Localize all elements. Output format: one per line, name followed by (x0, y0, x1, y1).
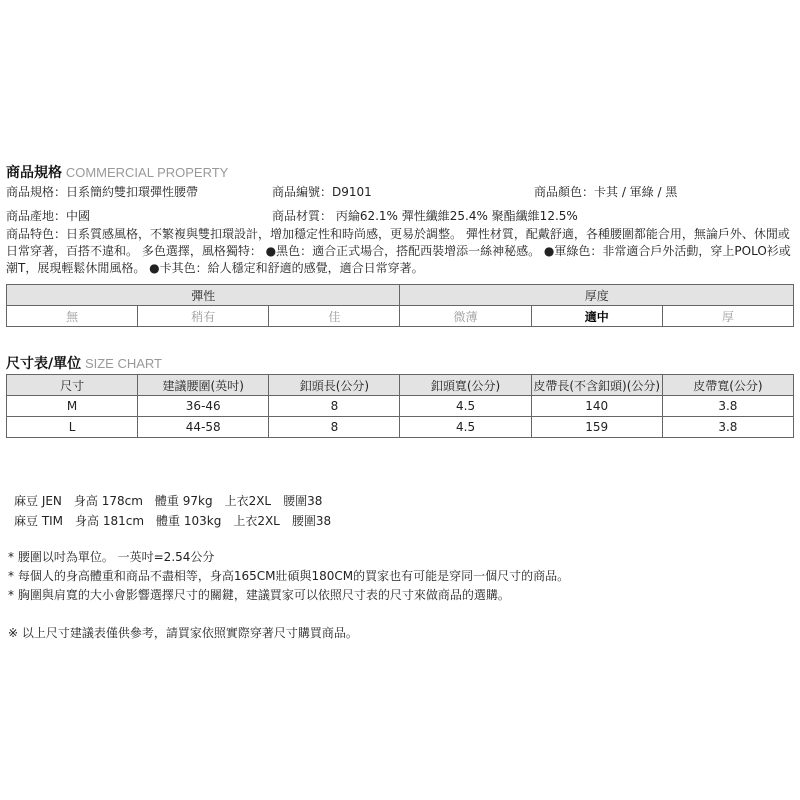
elasticity-slight: 稍有 (138, 306, 269, 327)
product-features: 商品特色：日系質感風格，不繁複與雙扣環設計，增加穩定性和時尚感，更易於調整。 彈性材質，配戴舒適，各種腰圍都能合用，無論戶外、休閒或日常穿著，百搭不違和。 多色選擇，風格獨特： ●黑色：適合正式場合，搭配西裝增添一絲神秘感。 ●軍綠色：非常適合戶外活動，穿上POLO衫或潮T，展現輕鬆休閒風格。 ●卡其色：給人穩定和舒適的感覺，適合日常穿著。 (6, 227, 791, 275)
table-row (7, 417, 794, 438)
product-material: 商品材質： 丙綸62.1% 彈性纖維25.4% 聚酯纖維12.5% (272, 209, 578, 223)
spec-title-zh: 商品規格 (6, 165, 62, 181)
size-header-cell: 釦頭寬(公分) (400, 375, 531, 396)
thickness-thick: 厚 (662, 306, 793, 327)
size-cell: 36-46 (138, 396, 269, 417)
model-jen: 麻豆 JEN 身高 178cm 體重 97kg 上衣2XL 腰圍38 (14, 494, 323, 508)
size-title-en: SIZE CHART (84, 356, 163, 371)
size-cell: 8 (269, 396, 400, 417)
size-cell: 4.5 (400, 417, 531, 438)
elasticity-none: 無 (7, 306, 138, 327)
size-header-cell: 釦頭長(公分) (269, 375, 400, 396)
note-chest-shoulder: * 胸圍與肩寬的大小會影響選擇尺寸的關鍵，建議買家可以依照尺寸表的尺寸來做商品的選購。 (8, 588, 510, 602)
size-section-title (6, 353, 162, 373)
thickness-thin: 微薄 (400, 306, 531, 327)
size-cell: 8 (269, 417, 400, 438)
property-table (6, 284, 794, 327)
elasticity-good: 佳 (269, 306, 400, 327)
size-header-cell: 建議腰圍(英吋) (138, 375, 269, 396)
note-body-size: * 每個人的身高體重和商品不盡相等，身高165CM壯碩與180CM的買家也有可能是穿同一個尺寸的商品。 (8, 569, 570, 583)
size-table-header (7, 375, 794, 396)
size-cell: 3.8 (662, 396, 793, 417)
size-cell: 4.5 (400, 396, 531, 417)
thickness-medium: 適中 (531, 306, 662, 327)
header-elasticity: 彈性 (7, 285, 400, 306)
size-cell: M (7, 396, 138, 417)
product-origin: 商品產地：中國 (6, 209, 91, 223)
table-row (7, 396, 794, 417)
header-thickness: 厚度 (400, 285, 794, 306)
size-header-cell: 皮帶長(不含釦頭)(公分) (531, 375, 662, 396)
spec-title-en: COMMERCIAL PROPERTY (65, 165, 229, 180)
product-name: 商品規格：日系簡約雙扣環彈性腰帶 (6, 185, 199, 199)
note-waist-unit: * 腰圍以吋為單位。 一英吋=2.54公分 (8, 550, 215, 564)
model-tim: 麻豆 TIM 身高 181cm 體重 103kg 上衣2XL 腰圍38 (14, 514, 332, 528)
size-header-cell: 尺寸 (7, 375, 138, 396)
spec-section-title (6, 162, 228, 182)
disclaimer: ※ 以上尺寸建議表僅供參考，請買家依照實際穿著尺寸購買商品。 (8, 626, 358, 640)
size-cell: 159 (531, 417, 662, 438)
size-cell: L (7, 417, 138, 438)
product-code: 商品編號：D9101 (272, 185, 372, 199)
size-cell: 3.8 (662, 417, 793, 438)
size-cell: 140 (531, 396, 662, 417)
size-header-cell: 皮帶寬(公分) (662, 375, 793, 396)
size-cell: 44-58 (138, 417, 269, 438)
size-title-zh: 尺寸表/單位 (6, 356, 82, 372)
size-table (6, 374, 794, 438)
product-color: 商品顏色：卡其 / 軍綠 / 黑 (534, 185, 678, 199)
